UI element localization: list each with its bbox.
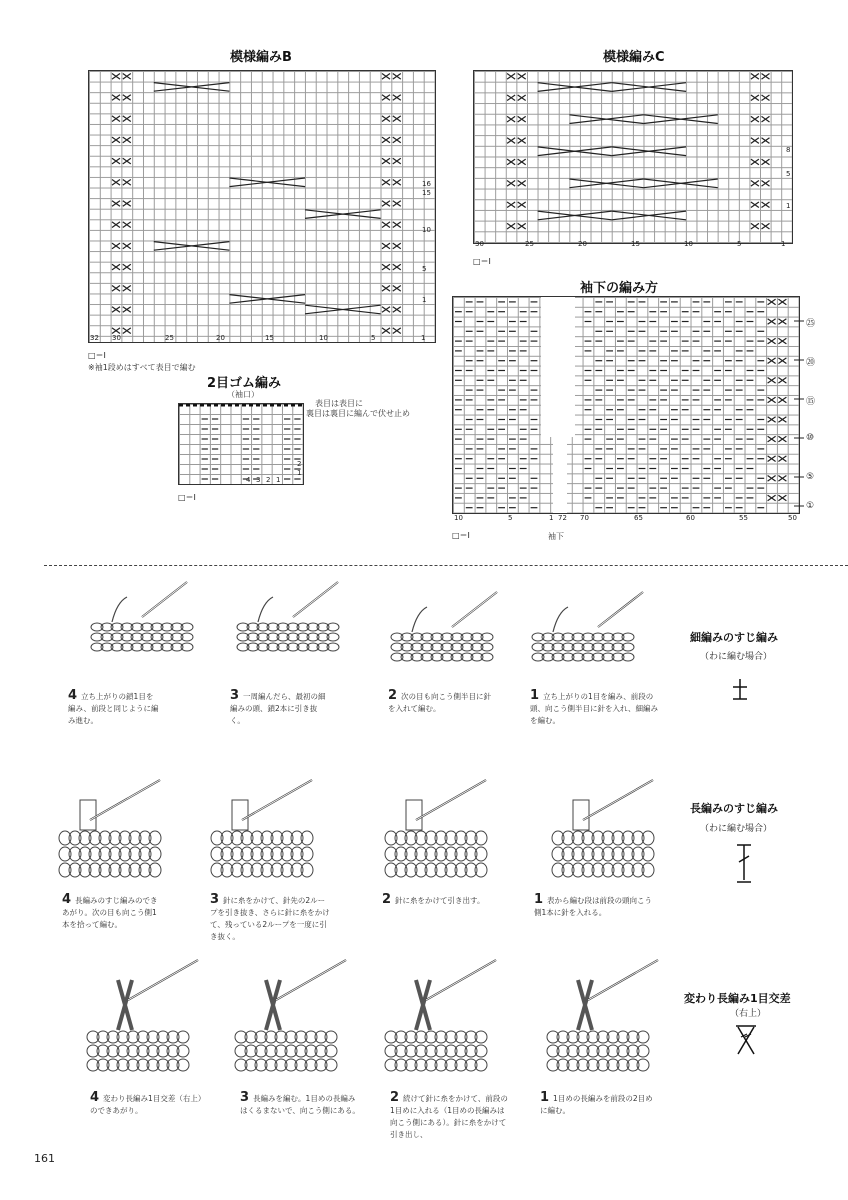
pattern-b-row-numbers: 16 15 10 5 1 — [422, 180, 431, 304]
symbol-title-1: 細編みのすじ編み — [690, 631, 778, 644]
dc-step-1: 1 表から編む段は前段の頭向こう側1本に針を入れる。 — [534, 892, 653, 917]
symbol-sub-2: （わに編む場合） — [700, 824, 773, 834]
pattern-b-legend: □＝Ⅰ — [88, 351, 106, 360]
cross-step-1: 1 1目めの長編みを前段の2目めに編む。 — [540, 1090, 653, 1115]
rib-note-line2: 裏目は裏目に編んで伏せ止め — [306, 409, 410, 418]
rib-legend: □＝Ⅰ — [178, 493, 196, 502]
pattern-c-chart — [473, 70, 793, 244]
pattern-b-note: ※袖1段めはすべて表目で編む — [88, 363, 196, 372]
rib-note-line1: 表目は表目に — [315, 399, 363, 408]
cross-step-3: 3 長編みを編む。1目めの長編みはくるまないで、向こう側にある。 — [240, 1090, 360, 1115]
dc-back-loop-symbol — [734, 842, 754, 886]
crossed-dc-symbol — [733, 1023, 759, 1057]
dc-step-4: 4 長編みのすじ編みのできあがり。次の目も向こう側1本を拾って編む。 — [62, 892, 158, 929]
sc-step-4: 4 立ち上がりの鎖1目を編み、前段と同じように編み進む。 — [68, 688, 159, 725]
pattern-b-chart — [88, 70, 436, 343]
pattern-c-cross-stitches — [507, 74, 769, 229]
pattern-b-column-numbers: 32 30 25 20 15 10 5 1 — [90, 334, 426, 342]
underarm-row-arrows — [792, 296, 806, 512]
pattern-c-title: 模様編みC — [603, 50, 665, 65]
underarm-row-markers: ㉕ ⑳ ⑮ ⑩ ⑤ ① — [806, 319, 816, 511]
pattern-c-legend: □＝Ⅰ — [473, 257, 491, 266]
underarm-bottom-label: 袖下 — [548, 532, 564, 541]
pattern-c-row-numbers: 8 5 1 — [786, 146, 791, 210]
section-divider — [44, 565, 848, 566]
rib-title: 2目ゴム編み — [207, 376, 282, 391]
pattern-b-cross-stitches — [112, 74, 401, 334]
symbol-sub-3: （右上） — [730, 1009, 767, 1019]
underarm-legend: □＝Ⅰ — [452, 531, 470, 540]
symbol-sub-1: （わに編む場合） — [700, 652, 773, 662]
symbol-title-2: 長編みのすじ編み — [690, 802, 778, 815]
rib-row-numbers: 2 1 — [297, 460, 302, 477]
pattern-c-column-numbers: 30 25 20 15 10 5 1 — [475, 240, 786, 248]
cross-step-4: 4 変わり長編み1目交差（右上）のできあがり。 — [90, 1090, 206, 1115]
rib-chart — [178, 403, 304, 485]
pattern-b-title: 模様編みB — [230, 50, 292, 65]
sc-step-2: 2 次の目も向こう側半目に針を入れて編む。 — [388, 688, 492, 713]
sc-back-loop-symbol — [730, 676, 750, 702]
cross-step-2: 2 続けて針に糸をかけて、前段の1目めに入れる（1目めの長編みは向こう側にある）。針に糸をかけて引き出し、 — [390, 1090, 508, 1139]
symbol-title-3: 変わり長編み1目交差 — [684, 992, 791, 1005]
sc-step-3: 3 一周編んだら、最初の細編みの頭、鎖2本に引き抜く。 — [230, 688, 326, 725]
rib-column-numbers: 4 3 2 1 — [246, 476, 281, 484]
dc-step-2: 2 針に糸をかけて引き出す。 — [382, 892, 485, 907]
dc-step-3: 3 針に糸をかけて、針先の2ループを引き抜き、さらに針に糸をかけて、残っている2ループを一度に引き抜く。 — [210, 892, 330, 941]
page-number: 161 — [34, 1152, 55, 1165]
underarm-column-numbers: 10 5 1 72 70 65 60 55 50 — [454, 514, 797, 522]
sc-step-1: 1 立ち上がりの1目を編み、前段の頭、向こう側半目に針を入れ、細編みを編む。 — [530, 688, 658, 725]
rib-subtitle: （袖口） — [227, 390, 259, 399]
underarm-chart — [452, 296, 800, 514]
underarm-title: 袖下の編み方 — [580, 281, 659, 296]
